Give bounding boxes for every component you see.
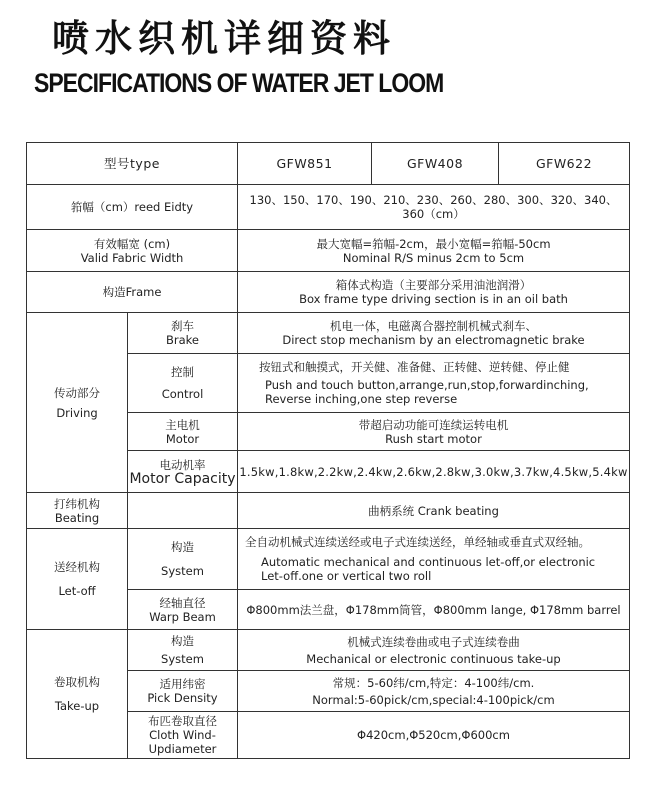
cloth-diameter-label-en2: Updiameter <box>148 742 217 756</box>
capacity-label <box>128 451 238 493</box>
table-row-valid-width <box>27 230 630 272</box>
takeup-system-value-en: Mechanical or electronic continuous take-up <box>306 651 561 666</box>
valid-width-value <box>238 230 630 272</box>
control-label-en: Control <box>161 387 204 401</box>
beating-empty-cell <box>128 493 238 529</box>
brake-value-en: Direct stop mechanism by an electromagnetic brake <box>282 333 585 347</box>
table-row-letoff-system <box>27 529 630 590</box>
letoff-system-value-en1: Automatic mechanical and continuous let-off,or electronic <box>261 555 596 569</box>
page-title-en: SPECIFICATIONS OF WATER JET LOOM <box>34 68 444 98</box>
cloth-diameter-value: Φ420cm,Φ520cm,Φ600cm <box>238 712 630 759</box>
motor-label-cn: 主电机 <box>165 417 200 432</box>
control-value-cn: 按钮式和触摸式，开关健、准备健、正转健、逆转健、停止健 <box>259 360 570 374</box>
takeup-label-cn: 卷取机构 <box>54 675 100 689</box>
letoff-label-en: Let-off <box>58 584 96 598</box>
type-label: 型号type <box>27 143 238 185</box>
control-value <box>238 354 630 413</box>
valid-width-value-en: Nominal R/S minus 2cm to 5cm <box>342 250 525 265</box>
control-value-en2: Reverse inching,one step reverse <box>265 392 458 406</box>
brake-value <box>238 313 630 354</box>
frame-value <box>238 272 630 313</box>
pick-density-value-cn: 常规：5-60纬/cm,特定：4-100纬/cm. <box>332 675 535 690</box>
driving-label <box>27 313 128 493</box>
table-row-beating <box>27 493 630 529</box>
driving-label-en: Driving <box>56 405 98 420</box>
letoff-system-label-cn: 构造 <box>171 540 194 554</box>
table-row-reed <box>27 185 630 230</box>
capacity-label-en: Motor Capacity <box>129 470 236 487</box>
takeup-label-en: Take-up <box>54 699 100 713</box>
beating-label-cn: 打纬机构 <box>54 496 100 511</box>
reed-value: 130、150、170、190、210、230、260、280、300、320、340、360（cm） <box>238 185 630 230</box>
control-label <box>128 354 238 413</box>
takeup-system-label <box>128 630 238 671</box>
letoff-system-value <box>238 529 630 590</box>
model-1: GFW851 <box>238 143 372 185</box>
letoff-system-value-cn: 全自动机械式连续送经或电子式连续送经，单经轴或垂直式双经轴。 <box>245 535 590 549</box>
table-row-brake <box>27 313 630 354</box>
takeup-system-label-cn: 构造 <box>171 634 194 648</box>
takeup-label <box>27 630 128 759</box>
driving-label-cn: 传动部分 <box>54 385 100 400</box>
table-row-takeup-system <box>27 630 630 671</box>
motor-value <box>238 413 630 451</box>
beating-value: 曲柄系统 Crank beating <box>238 493 630 529</box>
table-row-frame <box>27 272 630 313</box>
cloth-diameter-label-cn: 布匹卷取直径 <box>148 714 217 728</box>
pick-density-label-en: Pick Density <box>147 691 218 705</box>
valid-width-value-cn: 最大宽幅=筘幅-2cm，最小宽幅=筘幅-50cm <box>316 236 551 251</box>
page-title-cn: 喷水织机详细资料 <box>52 17 396 60</box>
brake-label-en: Brake <box>166 333 199 347</box>
warp-beam-label-cn: 经轴直径 <box>159 595 206 610</box>
takeup-system-label-en: System <box>161 652 204 666</box>
model-3: GFW622 <box>499 143 630 185</box>
pick-density-label-cn: 适用纬密 <box>159 677 206 691</box>
beating-label-en: Beating <box>54 510 100 525</box>
control-label-cn: 控制 <box>171 365 194 379</box>
takeup-system-value-cn: 机械式连续卷曲或电子式连续卷曲 <box>347 634 520 649</box>
control-value-en1: Push and touch button,arrange,run,stop,forwardinching, <box>265 378 589 392</box>
motor-label-en: Motor <box>165 431 200 446</box>
brake-value-cn: 机电一体，电磁离合器控制机械式刹车、 <box>330 319 537 333</box>
reed-label: 筘幅（cm）reed Eidty <box>27 185 238 230</box>
valid-width-label <box>27 230 238 272</box>
pick-density-value <box>238 671 630 712</box>
frame-value-en: Box frame type driving section is in an oil bath <box>299 292 568 306</box>
brake-label <box>128 313 238 354</box>
capacity-label-cn: 电动机率 <box>159 457 206 472</box>
model-2: GFW408 <box>372 143 499 185</box>
cloth-diameter-label-en1: Cloth Wind- <box>149 728 216 742</box>
beating-label <box>27 493 128 529</box>
table-row-type <box>27 143 630 185</box>
valid-width-label-en: Valid Fabric Width <box>80 250 184 265</box>
capacity-value: 1.5kw,1.8kw,2.2kw,2.4kw,2.6kw,2.8kw,3.0kw,3.7kw,4.5kw,5.4kw <box>238 451 630 493</box>
motor-value-cn: 带超启动功能可连续运转电机 <box>358 417 509 432</box>
letoff-system-value-en2: Let-off.one or vertical two roll <box>261 569 432 583</box>
brake-label-cn: 刹车 <box>171 319 194 333</box>
motor-label <box>128 413 238 451</box>
warp-beam-value: Φ800mm法兰盘，Φ178mm筒管，Φ800mm lange, Φ178mm barrel <box>238 590 630 630</box>
motor-value-en: Rush start motor <box>385 431 482 446</box>
takeup-system-value <box>238 630 630 671</box>
frame-value-cn: 箱体式构造（主要部分采用油池润滑） <box>335 278 532 292</box>
letoff-system-label-en: System <box>161 564 204 578</box>
warp-beam-label <box>128 590 238 630</box>
pick-density-value-en: Normal:5-60pick/cm,special:4-100pick/cm <box>312 692 555 707</box>
valid-width-label-cn: 有效幅宽 (cm) <box>93 236 171 251</box>
cloth-diameter-label <box>128 712 238 759</box>
pick-density-label <box>128 671 238 712</box>
letoff-system-label <box>128 529 238 590</box>
letoff-label <box>27 529 128 630</box>
letoff-label-cn: 送经机构 <box>54 560 100 574</box>
frame-label: 构造Frame <box>27 272 238 313</box>
warp-beam-label-en: Warp Beam <box>149 609 216 624</box>
spec-table <box>26 142 630 759</box>
